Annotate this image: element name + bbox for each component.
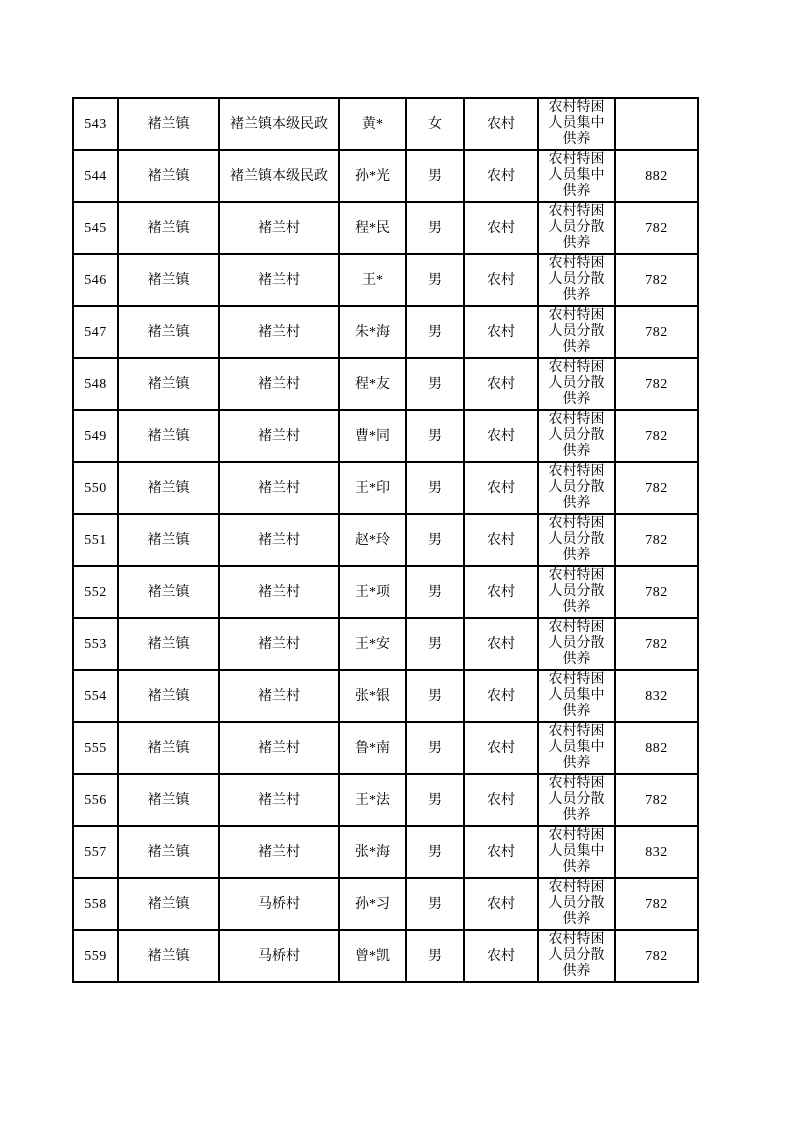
name-cell: 程*友 xyxy=(339,358,406,410)
amount-cell: 882 xyxy=(615,150,698,202)
name-cell: 鲁*南 xyxy=(339,722,406,774)
gender-cell: 男 xyxy=(406,930,464,982)
name-cell: 曾*凯 xyxy=(339,930,406,982)
table-row xyxy=(73,670,698,722)
area-cell: 农村 xyxy=(464,566,538,618)
gender-cell: 男 xyxy=(406,670,464,722)
name-cell: 赵*玲 xyxy=(339,514,406,566)
name-cell: 孙*光 xyxy=(339,150,406,202)
town-cell: 褚兰镇 xyxy=(118,202,219,254)
seq-cell: 555 xyxy=(73,722,118,774)
category-cell: 农村特困人员分散供养 xyxy=(538,514,615,566)
area-cell: 农村 xyxy=(464,826,538,878)
table-row xyxy=(73,410,698,462)
unit-cell: 褚兰村 xyxy=(219,202,339,254)
category-cell: 农村特困人员集中供养 xyxy=(538,150,615,202)
seq-cell: 548 xyxy=(73,358,118,410)
seq-cell: 546 xyxy=(73,254,118,306)
area-cell: 农村 xyxy=(464,202,538,254)
table-row xyxy=(73,566,698,618)
category-cell: 农村特困人员分散供养 xyxy=(538,618,615,670)
name-cell: 孙*习 xyxy=(339,878,406,930)
category-cell: 农村特困人员分散供养 xyxy=(538,774,615,826)
amount-cell: 832 xyxy=(615,670,698,722)
unit-cell: 褚兰村 xyxy=(219,358,339,410)
town-cell: 褚兰镇 xyxy=(118,306,219,358)
category-cell: 农村特困人员分散供养 xyxy=(538,202,615,254)
unit-cell: 褚兰村 xyxy=(219,618,339,670)
category-cell: 农村特困人员分散供养 xyxy=(538,358,615,410)
unit-cell: 褚兰村 xyxy=(219,826,339,878)
category-cell: 农村特困人员集中供养 xyxy=(538,98,615,150)
seq-cell: 559 xyxy=(73,930,118,982)
unit-cell: 褚兰村 xyxy=(219,774,339,826)
category-cell: 农村特困人员集中供养 xyxy=(538,826,615,878)
area-cell: 农村 xyxy=(464,254,538,306)
area-cell: 农村 xyxy=(464,618,538,670)
town-cell: 褚兰镇 xyxy=(118,566,219,618)
unit-cell: 褚兰镇本级民政 xyxy=(219,98,339,150)
gender-cell: 男 xyxy=(406,618,464,670)
table-row xyxy=(73,306,698,358)
town-cell: 褚兰镇 xyxy=(118,930,219,982)
seq-cell: 544 xyxy=(73,150,118,202)
amount-cell: 782 xyxy=(615,930,698,982)
gender-cell: 男 xyxy=(406,878,464,930)
name-cell: 张*海 xyxy=(339,826,406,878)
name-cell: 王*项 xyxy=(339,566,406,618)
category-cell: 农村特困人员分散供养 xyxy=(538,878,615,930)
name-cell: 曹*同 xyxy=(339,410,406,462)
area-cell: 农村 xyxy=(464,462,538,514)
seq-cell: 558 xyxy=(73,878,118,930)
category-cell: 农村特困人员分散供养 xyxy=(538,930,615,982)
seq-cell: 551 xyxy=(73,514,118,566)
seq-cell: 545 xyxy=(73,202,118,254)
name-cell: 王*印 xyxy=(339,462,406,514)
gender-cell: 女 xyxy=(406,98,464,150)
town-cell: 褚兰镇 xyxy=(118,358,219,410)
table-row xyxy=(73,722,698,774)
gender-cell: 男 xyxy=(406,410,464,462)
seq-cell: 549 xyxy=(73,410,118,462)
town-cell: 褚兰镇 xyxy=(118,670,219,722)
area-cell: 农村 xyxy=(464,514,538,566)
amount-cell: 782 xyxy=(615,306,698,358)
gender-cell: 男 xyxy=(406,202,464,254)
area-cell: 农村 xyxy=(464,358,538,410)
category-cell: 农村特困人员分散供养 xyxy=(538,410,615,462)
table-row xyxy=(73,618,698,670)
area-cell: 农村 xyxy=(464,774,538,826)
area-cell: 农村 xyxy=(464,670,538,722)
area-cell: 农村 xyxy=(464,930,538,982)
town-cell: 褚兰镇 xyxy=(118,254,219,306)
amount-cell: 782 xyxy=(615,774,698,826)
unit-cell: 褚兰村 xyxy=(219,670,339,722)
category-cell: 农村特困人员分散供养 xyxy=(538,306,615,358)
table-row xyxy=(73,358,698,410)
seq-cell: 557 xyxy=(73,826,118,878)
gender-cell: 男 xyxy=(406,722,464,774)
amount-cell: 782 xyxy=(615,410,698,462)
table-row xyxy=(73,202,698,254)
unit-cell: 褚兰村 xyxy=(219,514,339,566)
town-cell: 褚兰镇 xyxy=(118,514,219,566)
amount-cell: 782 xyxy=(615,358,698,410)
seq-cell: 547 xyxy=(73,306,118,358)
category-cell: 农村特困人员集中供养 xyxy=(538,670,615,722)
town-cell: 褚兰镇 xyxy=(118,410,219,462)
table-row xyxy=(73,462,698,514)
category-cell: 农村特困人员分散供养 xyxy=(538,254,615,306)
town-cell: 褚兰镇 xyxy=(118,462,219,514)
gender-cell: 男 xyxy=(406,306,464,358)
seq-cell: 543 xyxy=(73,98,118,150)
gender-cell: 男 xyxy=(406,358,464,410)
name-cell: 王* xyxy=(339,254,406,306)
gender-cell: 男 xyxy=(406,774,464,826)
amount-cell: 782 xyxy=(615,618,698,670)
table-row xyxy=(73,514,698,566)
table-row xyxy=(73,150,698,202)
gender-cell: 男 xyxy=(406,150,464,202)
table-row xyxy=(73,254,698,306)
amount-cell: 832 xyxy=(615,826,698,878)
amount-cell: 782 xyxy=(615,566,698,618)
table-row xyxy=(73,774,698,826)
seq-cell: 553 xyxy=(73,618,118,670)
town-cell: 褚兰镇 xyxy=(118,878,219,930)
category-cell: 农村特困人员分散供养 xyxy=(538,566,615,618)
gender-cell: 男 xyxy=(406,826,464,878)
gender-cell: 男 xyxy=(406,514,464,566)
town-cell: 褚兰镇 xyxy=(118,98,219,150)
seq-cell: 552 xyxy=(73,566,118,618)
town-cell: 褚兰镇 xyxy=(118,150,219,202)
unit-cell: 褚兰村 xyxy=(219,566,339,618)
town-cell: 褚兰镇 xyxy=(118,774,219,826)
unit-cell: 马桥村 xyxy=(219,878,339,930)
unit-cell: 褚兰村 xyxy=(219,254,339,306)
name-cell: 王*法 xyxy=(339,774,406,826)
unit-cell: 褚兰村 xyxy=(219,722,339,774)
amount-cell: 782 xyxy=(615,254,698,306)
seq-cell: 550 xyxy=(73,462,118,514)
gender-cell: 男 xyxy=(406,566,464,618)
unit-cell: 褚兰村 xyxy=(219,306,339,358)
area-cell: 农村 xyxy=(464,98,538,150)
table-row xyxy=(73,98,698,150)
gender-cell: 男 xyxy=(406,254,464,306)
area-cell: 农村 xyxy=(464,150,538,202)
category-cell: 农村特困人员分散供养 xyxy=(538,462,615,514)
seq-cell: 554 xyxy=(73,670,118,722)
town-cell: 褚兰镇 xyxy=(118,618,219,670)
amount-cell: 782 xyxy=(615,202,698,254)
seq-cell: 556 xyxy=(73,774,118,826)
welfare-benefits-table xyxy=(72,97,699,983)
amount-cell xyxy=(615,98,698,150)
amount-cell: 782 xyxy=(615,878,698,930)
unit-cell: 褚兰村 xyxy=(219,462,339,514)
table-row xyxy=(73,826,698,878)
name-cell: 程*民 xyxy=(339,202,406,254)
category-cell: 农村特困人员集中供养 xyxy=(538,722,615,774)
amount-cell: 782 xyxy=(615,514,698,566)
town-cell: 褚兰镇 xyxy=(118,722,219,774)
area-cell: 农村 xyxy=(464,878,538,930)
name-cell: 黄* xyxy=(339,98,406,150)
amount-cell: 782 xyxy=(615,462,698,514)
unit-cell: 褚兰镇本级民政 xyxy=(219,150,339,202)
town-cell: 褚兰镇 xyxy=(118,826,219,878)
area-cell: 农村 xyxy=(464,410,538,462)
table-row xyxy=(73,930,698,982)
name-cell: 张*银 xyxy=(339,670,406,722)
gender-cell: 男 xyxy=(406,462,464,514)
area-cell: 农村 xyxy=(464,722,538,774)
name-cell: 王*安 xyxy=(339,618,406,670)
area-cell: 农村 xyxy=(464,306,538,358)
name-cell: 朱*海 xyxy=(339,306,406,358)
unit-cell: 褚兰村 xyxy=(219,410,339,462)
amount-cell: 882 xyxy=(615,722,698,774)
table-row xyxy=(73,878,698,930)
unit-cell: 马桥村 xyxy=(219,930,339,982)
